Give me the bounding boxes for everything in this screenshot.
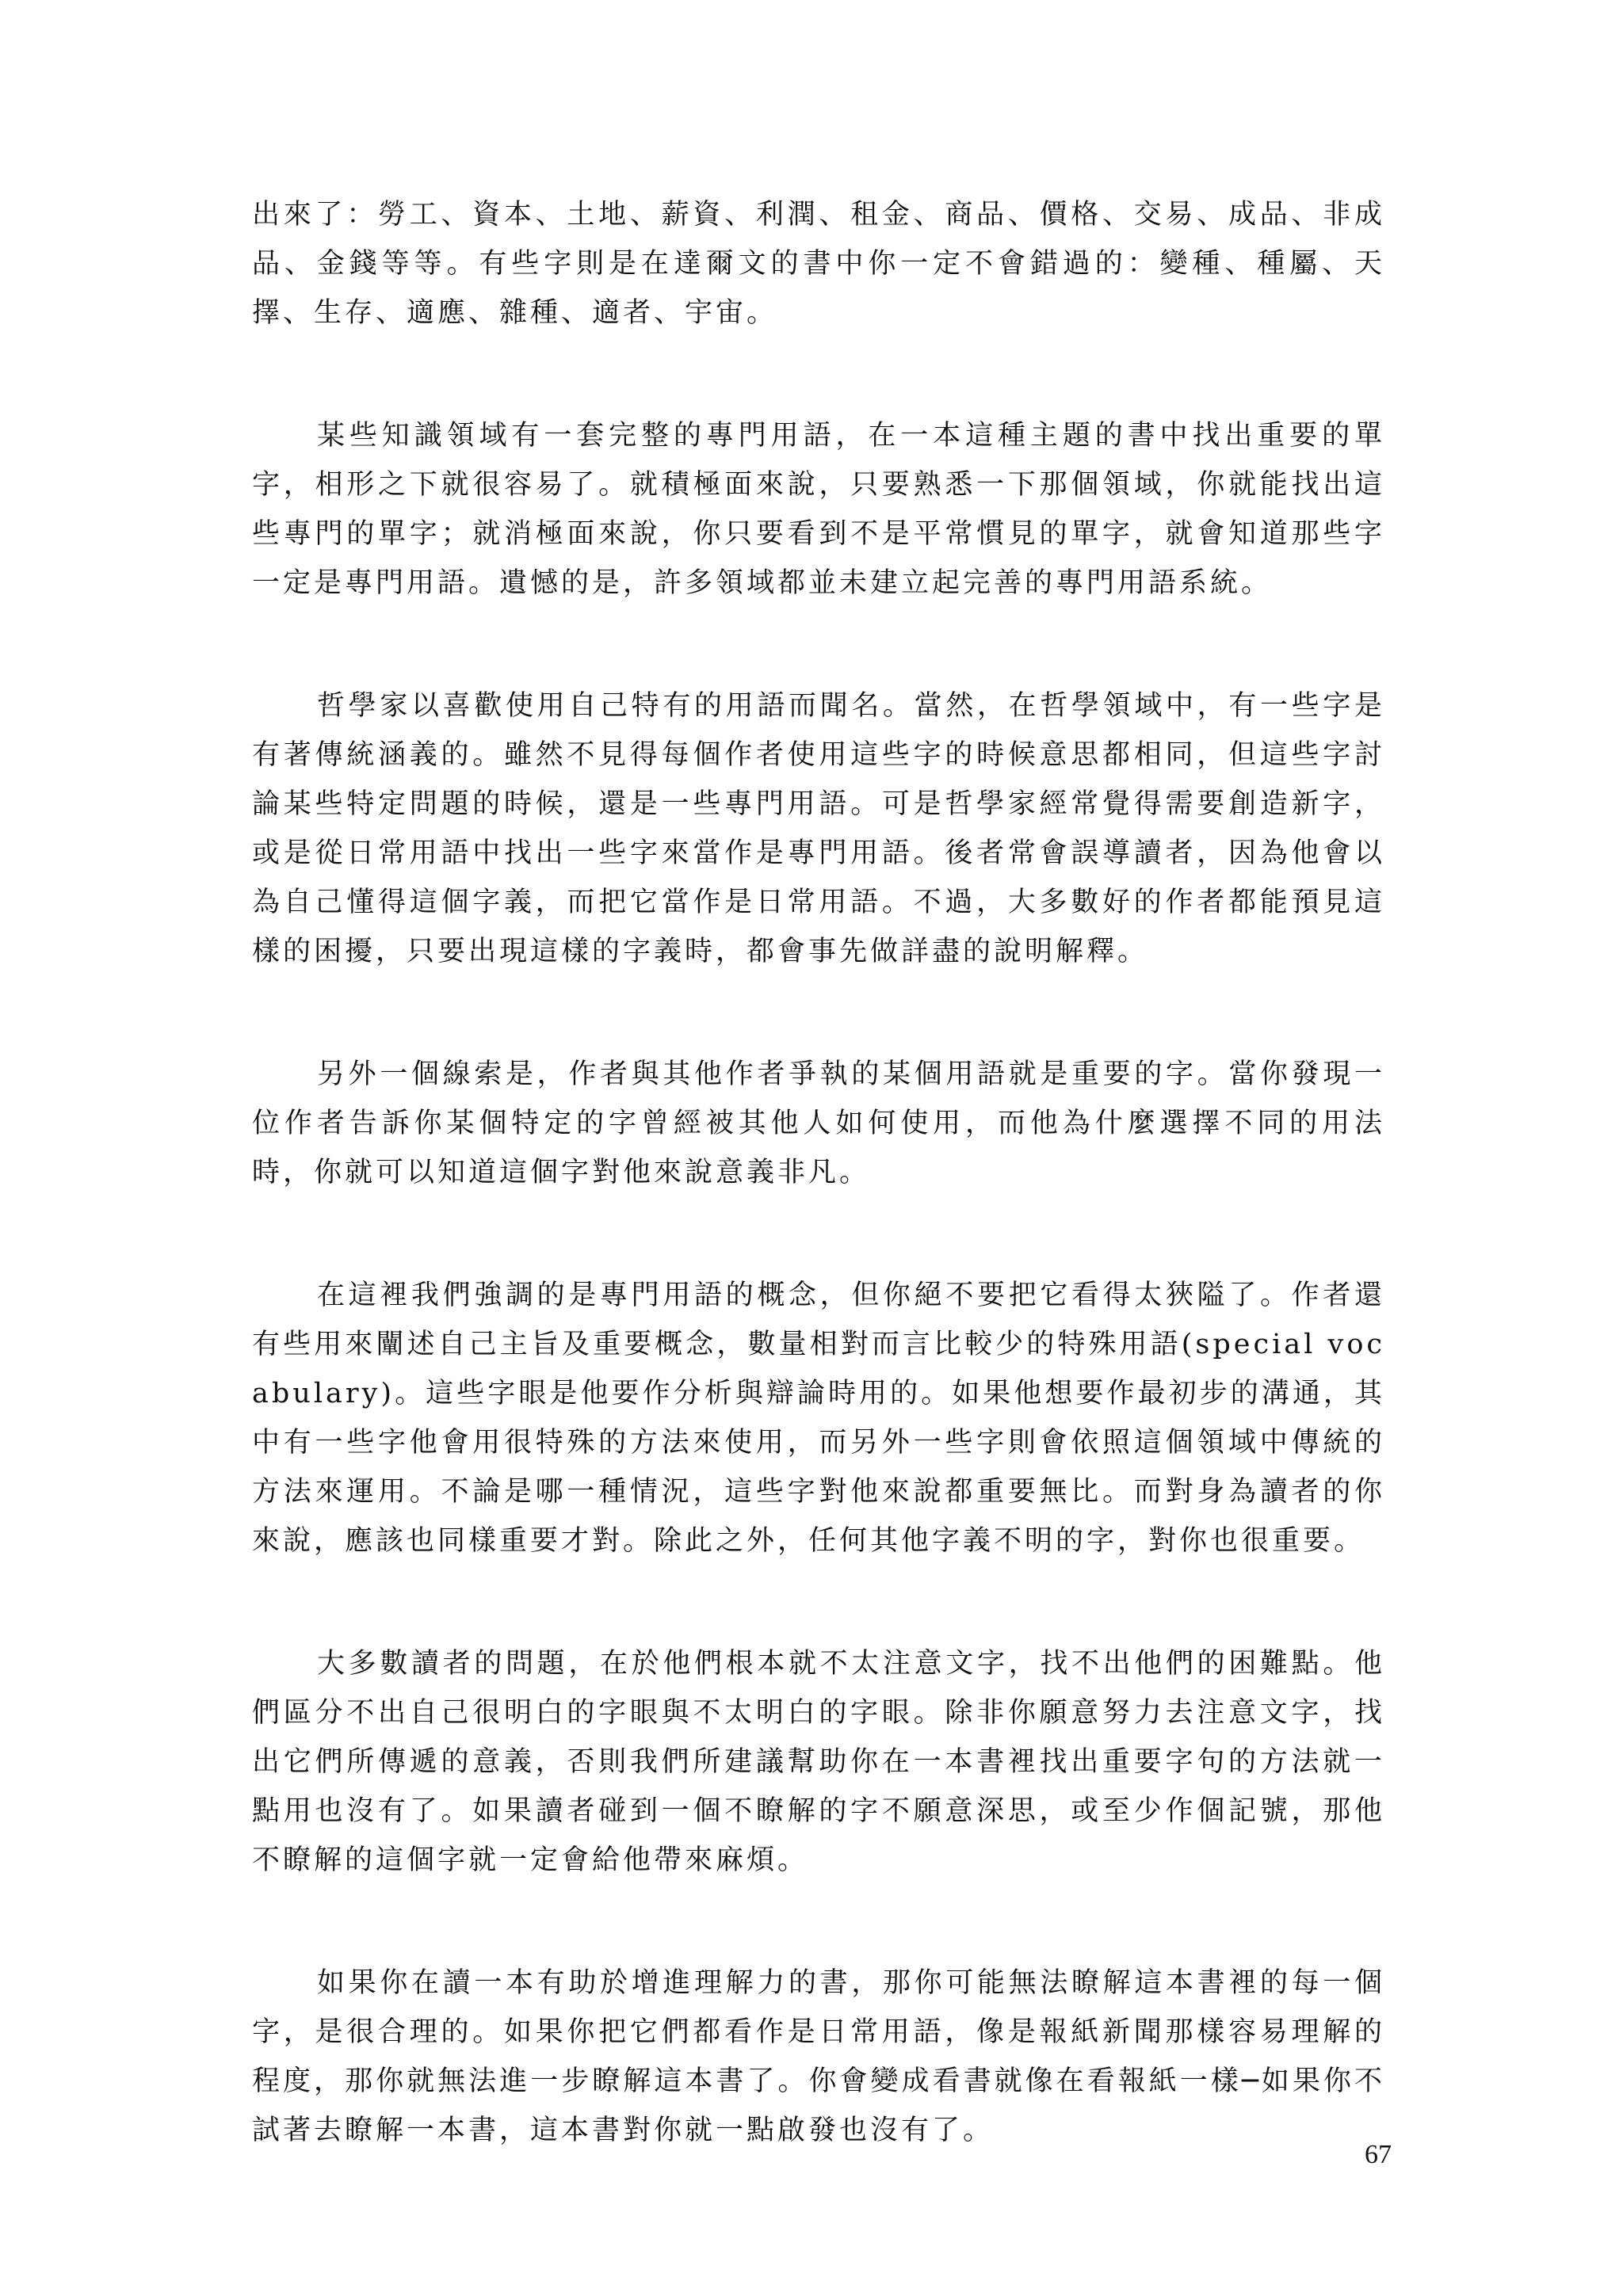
- page-number: 67: [1365, 2140, 1392, 2169]
- paragraph-3: 哲學家以喜歡使用自己特有的用語而聞名。當然，在哲學領域中，有一些字是有著傳統涵義的。雖然不見得每個作者使用這些字的時候意思都相同，但這些字討論某些特定問題的時候，還是一些專門用語。可是哲學家經常覺得需要創造新字，或是從日常用語中找出一些字來當作是專門用語。後者常會誤導讀者，因為他會以為自己懂得這個字義，而把它當作是日常用語。不過，大多數好的作者都能預見這樣的困擾，只要出現這樣的字義時，都會事先做詳盡的說明解釋。: [252, 690, 1385, 967]
- paragraph-4: 另外一個線索是，作者與其他作者爭執的某個用語就是重要的字。當你發現一位作者告訴你某個特定的字曾經被其他人如何使用，而他為什麼選擇不同的用法時，你就可以知道這個字對他來說意義非凡。: [252, 1058, 1385, 1188]
- paragraph-2: 某些知識領域有一套完整的專門用語，在一本這種主題的書中找出重要的單字，相形之下就很容易了。就積極面來說，只要熟悉一下那個領域，你就能找出這些專門的單字；就消極面來說，你只要看到不是平常慣見的單字，就會知道那些字一定是專門用語。遺憾的是，許多領域都並未建立起完善的專門用語系統。: [252, 420, 1385, 599]
- paragraph-7: 如果你在讀一本有助於增進理解力的書，那你可能無法瞭解這本書裡的每一個字，是很合理的。如果你把它們都看作是日常用語，像是報紙新聞那樣容易理解的程度，那你就無法進一步瞭解這本書了。你會變成看書就像在看報紙一樣─如果你不試著去瞭解一本書，這本書對你就一點啟發也沒有了。: [252, 1967, 1385, 2146]
- paragraph-1: 出來了：勞工、資本、土地、薪資、利潤、租金、商品、價格、交易、成品、非成品、金錢等等。有些字則是在達爾文的書中你一定不會錯過的：變種、種屬、天擇、生存、適應、雜種、適者、宇宙。: [252, 199, 1385, 329]
- paragraph-6: 大多數讀者的問題，在於他們根本就不太注意文字，找不出他們的困難點。他們區分不出自己很明白的字眼與不太明白的字眼。除非你願意努力去注意文字，找出它們所傳遞的意義，否則我們所建議幫助你在一本書裡找出重要字句的方法就一點用也沒有了。如果讀者碰到一個不瞭解的字不願意深思，或至少作個記號，那他不瞭解的這個字就一定會給他帶來麻煩。: [252, 1648, 1385, 1876]
- body-text: [252, 190, 1385, 2229]
- paragraph-5: 在這裡我們強調的是專門用語的概念，但你絕不要把它看得太狹隘了。作者還有些用來闡述自己主旨及重要概念，數量相對而言比較少的特殊用語(special vocabulary)。這些字眼是他要作分析與辯論時用的。如果他想要作最初步的溝通，其中有一些字他會用很特殊的方法來使用，而另外一些字則會依照這個領域中傳統的方法來運用。不論是哪一種情況，這些字對他來說都重要無比。而對身為讀者的你來說，應該也同樣重要才對。除此之外，任何其他字義不明的字，對你也很重要。: [252, 1280, 1385, 1557]
